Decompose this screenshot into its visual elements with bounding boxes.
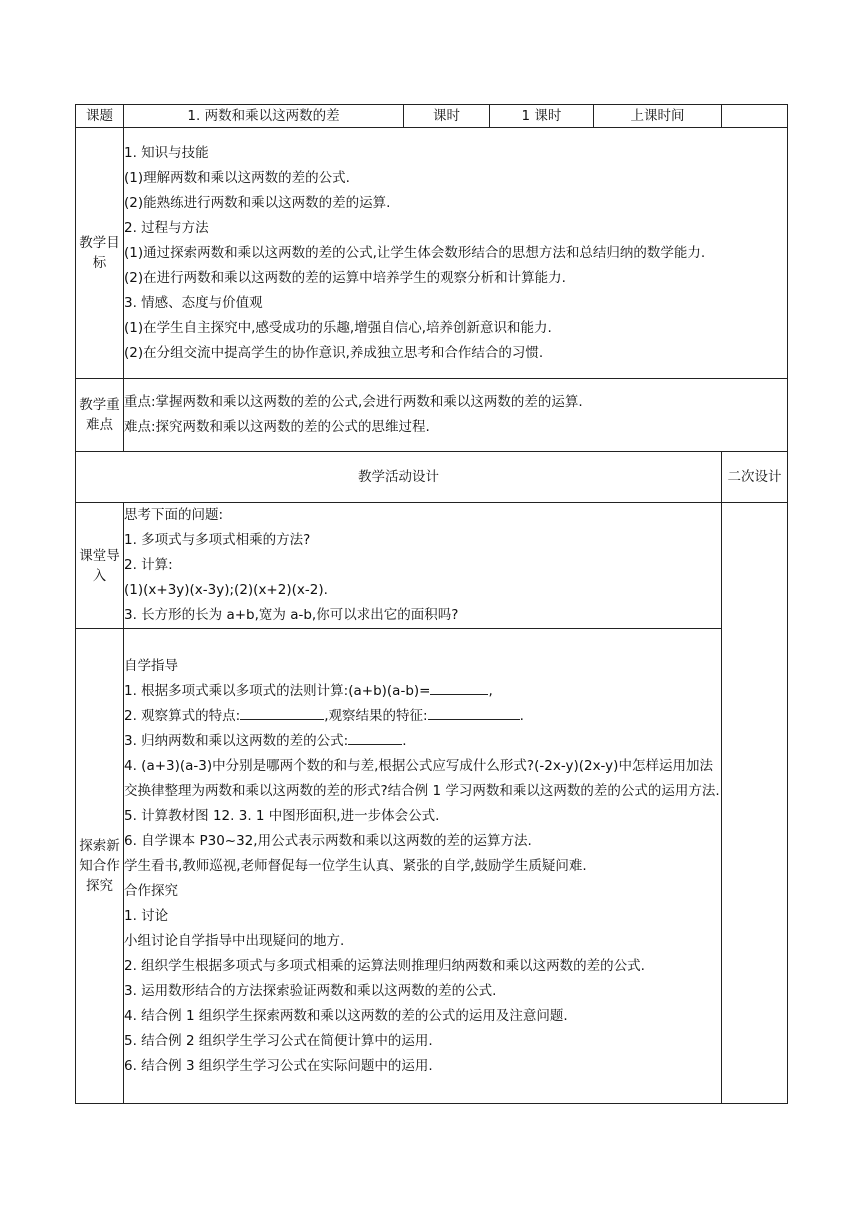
step-text: 3. 归纳两数和乘以这两数的差的公式: [124,732,349,749]
cooperation-title: 合作探究 [124,882,178,899]
step-text: . [402,732,407,749]
step-text: 1. 根据多项式乘以多项式的法则计算:(a+b)(a-b)= [124,682,431,699]
objective-line: (2)在进行两数和乘以这两数的差的运算中培养学生的观察分析和计算能力. [124,269,566,286]
objective-line: (1)理解两数和乘以这两数的差的公式. [124,169,350,186]
intro-line: 3. 长方形的长为 a+b,宽为 a-b,你可以求出它的面积吗? [124,607,459,623]
time-label: 上课时间 [594,105,722,128]
cooperation-step-4: 4. 结合例 1 组织学生探索两数和乘以这两数的差的公式的运用及注意问题. [124,1007,568,1024]
cooperation-step-5: 5. 结合例 2 组织学生学习公式在简便计算中的运用. [124,1032,433,1049]
objective-line: (1)通过探索两数和乘以这两数的差的公式,让学生体会数形结合的思想方法和总结归纳的数学能力. [124,244,706,261]
answer-blank [428,704,520,720]
answer-blank [348,729,402,745]
objectives-content [124,128,788,379]
key-points-row [76,379,788,452]
cooperation-step-1-detail: 小组讨论自学指导中出现疑问的地方. [124,932,345,949]
step-text: 2. 观察算式的特点: [124,707,241,724]
intro-line: 1. 多项式与多项式相乘的方法? [124,532,311,548]
topic-label: 课题 [76,105,124,128]
objective-line: (1)在学生自主探究中,感受成功的乐趣,增强自信心,培养创新意识和能力. [124,319,552,336]
objective-line: 3. 情感、态度与价值观 [124,294,263,311]
intro-line: 2. 计算: [124,557,173,573]
objective-line: 1. 知识与技能 [124,144,209,161]
self-study-note: 学生看书,教师巡视,老师督促每一位学生认真、紧张的自学,鼓励学生质疑问难. [124,857,587,874]
lesson-plan-table [75,104,788,1104]
answer-blank [430,679,488,695]
explore-content [124,629,722,1104]
period-value: 1 课时 [490,105,594,128]
intro-row [76,503,788,629]
self-study-step-3 [124,729,721,754]
explore-row [76,629,788,1104]
key-points-label: 教学重难点 [76,379,124,452]
key-point-line: 重点:掌握两数和乘以这两数的差的公式,会进行两数和乘以这两数的差的运算. [124,394,583,410]
intro-line: 思考下面的问题: [124,507,224,523]
objective-line: (2)能熟练进行两数和乘以这两数的差的运算. [124,194,391,211]
self-study-title: 自学指导 [124,657,178,674]
self-study-step-1 [124,679,721,704]
self-study-step-6: 6. 自学课本 P30~32,用公式表示两数和乘以这两数的差的运算方法. [124,832,532,849]
answer-blank [240,704,324,720]
intro-line: (1)(x+3y)(x-3y);(2)(x+2)(x-2). [124,582,328,598]
objective-line: (2)在分组交流中提高学生的协作意识,养成独立思考和合作结合的习惯. [124,344,544,361]
objective-line: 2. 过程与方法 [124,219,209,236]
key-point-line: 难点:探究两数和乘以这两数的差的公式的思维过程. [124,419,430,435]
objectives-label: 教学目标 [76,128,124,379]
cooperation-step-3: 3. 运用数形结合的方法探索验证两数和乘以这两数的差的公式. [124,982,497,999]
self-study-step-4: 4. (a+3)(a-3)中分别是哪两个数的和与差,根据公式应写成什么形式?(-2x-y)(2x-y)中怎样运用加法交换律整理为两数和乘以这两数的差的形式?结合例 1 学习两数和乘以这两数的差的公式的运用方法. [124,757,720,799]
intro-content [124,503,722,629]
design-header-row [76,452,788,503]
objectives-row [76,128,788,379]
second-design-label: 二次设计 [722,452,788,503]
intro-label: 课堂导入 [76,503,124,629]
step-text: ,观察结果的特征: [324,707,428,724]
cooperation-step-1: 1. 讨论 [124,907,169,924]
period-label: 课时 [404,105,490,128]
second-design-cell [722,503,788,1104]
step-text: . [519,707,524,724]
topic-value: 1. 两数和乘以这两数的差 [124,105,404,128]
key-points-content [124,379,788,452]
time-value [722,105,788,128]
self-study-step-5: 5. 计算教材图 12. 3. 1 中图形面积,进一步体会公式. [124,807,440,824]
cooperation-step-2: 2. 组织学生根据多项式与多项式相乘的运算法则推理归纳两数和乘以这两数的差的公式. [124,957,645,974]
step-text: , [488,682,493,699]
cooperation-step-6: 6. 结合例 3 组织学生学习公式在实际问题中的运用. [124,1057,433,1074]
design-title: 教学活动设计 [76,452,722,503]
explore-label: 探索新知合作探究 [76,629,124,1104]
self-study-step-2 [124,704,721,729]
header-row [76,105,788,128]
